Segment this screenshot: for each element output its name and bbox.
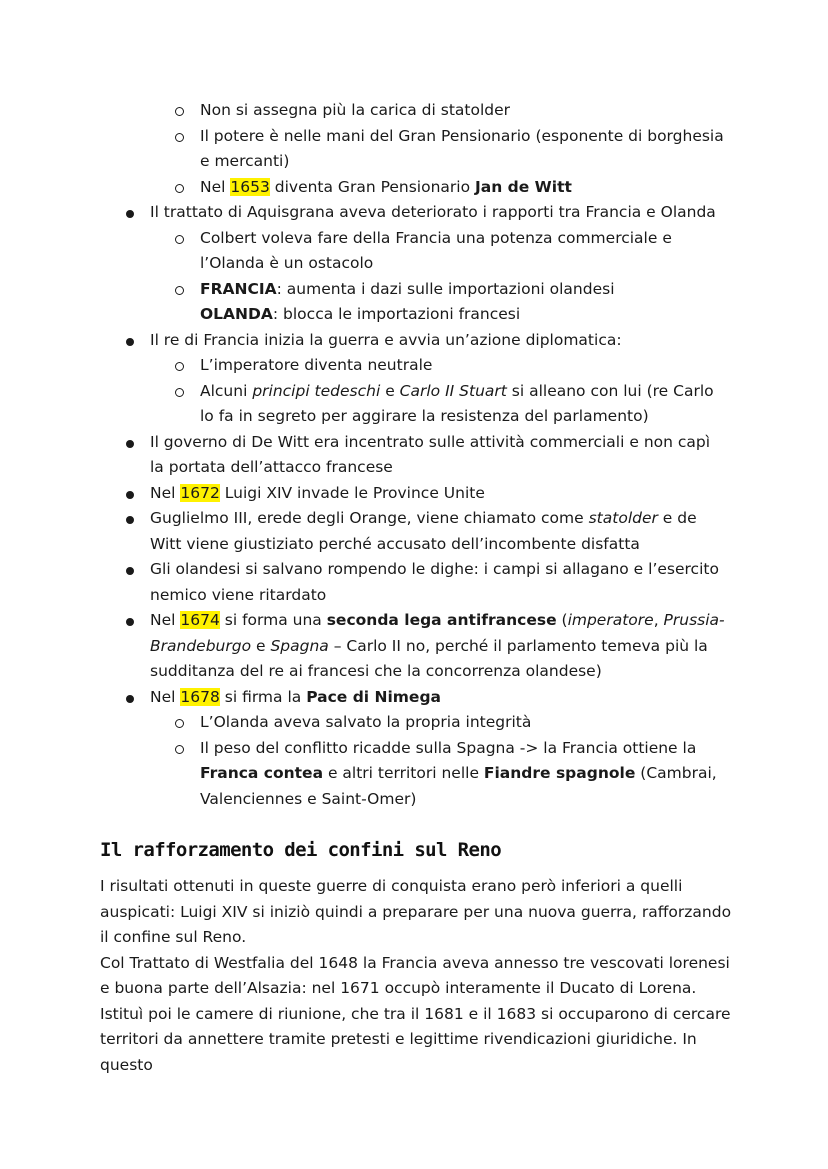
bold-name: Jan de Witt [475, 177, 572, 196]
section-body [100, 874, 740, 1078]
hollow-bullet-icon [175, 107, 184, 116]
bullet-icon [126, 491, 134, 499]
hollow-bullet-icon [175, 133, 184, 142]
paragraph: Col Trattato di Westfalia del 1648 la Francia aveva annesso tre vescovati lorenesi e buona parte dell’Alsazia: nel 1671 occupò interamente il Ducato di Lorena. [100, 953, 730, 997]
highlighted-year: 1674 [180, 611, 220, 629]
hollow-bullet-icon [175, 745, 184, 754]
hollow-bullet-icon [175, 719, 184, 728]
highlighted-year: 1653 [230, 177, 270, 196]
list-item: Il re di Francia inizia la guerra e avvia un’azione diplomatica: L’imperatore diventa neutrale Alcuni principi tedeschi e Carlo II Stuart si alleano con lui (re Carlo lo fa in segreto per aggirare la resistenza del parlamento) [0, 328, 828, 430]
list-item: Il trattato di Aquisgrana aveva deteriorato i rapporti tra Francia e Olanda Colbert voleva fare della Francia una potenza commerciale e l’Olanda è un ostacolo FRANCIA: aumenta i dazi sulle importazioni olandesi OLANDA: blocca le importazioni francesi [0, 200, 828, 328]
bullet-icon [126, 516, 134, 524]
hollow-bullet-icon [175, 388, 184, 397]
list-item: Nel 1678 si firma la Pace di Nimega L’Olanda aveva salvato la propria integrità Il peso del conflitto ricadde sulla Spagna -> la Francia ottiene la Franca contea e altri territori nelle Fiandre spagnole (Cambrai, Valenciennes e Saint-Omer) [0, 685, 828, 813]
bullet-icon [126, 567, 134, 575]
bullet-icon [126, 618, 134, 626]
list-item: Alcuni principi tedeschi e Carlo II Stuart si alleano con lui (re Carlo lo fa in segreto per aggirare la resistenza del parlamento) [0, 379, 828, 430]
section-heading: Il rafforzamento dei confini sul Reno [100, 839, 502, 861]
main-list [0, 200, 828, 812]
list-item: Non si assegna più la carica di statolder [0, 98, 828, 124]
paragraph: I risultati ottenuti in queste guerre di conquista erano però inferiori a quelli auspicati: Luigi XIV si iniziò quindi a preparare per una nuova guerra, rafforzando il confine sul Reno. [100, 877, 732, 946]
list-item: L’imperatore diventa neutrale [0, 353, 828, 379]
bullet-icon [126, 695, 134, 703]
list-item: Il governo di De Witt era incentrato sulle attività commerciali e non capì la portata dell’attacco francese [0, 430, 828, 481]
list-item: Nel 1672 Luigi XIV invade le Province Unite [0, 481, 828, 507]
sublist [0, 226, 828, 328]
hollow-bullet-icon [175, 235, 184, 244]
top-sublist [0, 98, 828, 200]
sublist [0, 710, 828, 812]
list-item: Nel 1674 si forma una seconda lega antifrancese (imperatore, Prussia-Brandeburgo e Spagna – Carlo II no, perché il parlamento temeva più la sudditanza del re ai francesi che la concorrenza olandese) [0, 608, 828, 685]
document-page [0, 98, 828, 812]
list-item: Guglielmo III, erede degli Orange, viene chiamato come statolder e de Witt viene giustiziato perché accusato dell’incombente disfatta [0, 506, 828, 557]
list-item: Il peso del conflitto ricadde sulla Spagna -> la Francia ottiene la Franca contea e altri territori nelle Fiandre spagnole (Cambrai, Valenciennes e Saint-Omer) [0, 736, 828, 813]
bullet-icon [126, 210, 134, 218]
bullet-icon [126, 338, 134, 346]
sublist [0, 353, 828, 430]
list-item: Il potere è nelle mani del Gran Pensionario (esponente di borghesia e mercanti) [0, 124, 828, 175]
list-item: L’Olanda aveva salvato la propria integrità [0, 710, 828, 736]
hollow-bullet-icon [175, 286, 184, 295]
highlighted-year: 1672 [180, 483, 220, 502]
list-item: FRANCIA: aumenta i dazi sulle importazioni olandesi OLANDA: blocca le importazioni francesi [0, 277, 828, 328]
hollow-bullet-icon [175, 362, 184, 371]
highlighted-year: 1678 [180, 687, 220, 706]
paragraph: Istituì poi le camere di riunione, che tra il 1681 e il 1683 si occuparono di cercare territori da annettere tramite pretesti e legittime rivendicazioni giuridiche. In questo [100, 1004, 731, 1074]
bullet-icon [126, 440, 134, 448]
list-item: Gli olandesi si salvano rompendo le dighe: i campi si allagano e l’esercito nemico viene ritardato [0, 557, 828, 608]
hollow-bullet-icon [175, 184, 184, 193]
list-item: Nel 1653 diventa Gran Pensionario Jan de Witt [0, 175, 828, 201]
list-item: Colbert voleva fare della Francia una potenza commerciale e l’Olanda è un ostacolo [0, 226, 828, 277]
